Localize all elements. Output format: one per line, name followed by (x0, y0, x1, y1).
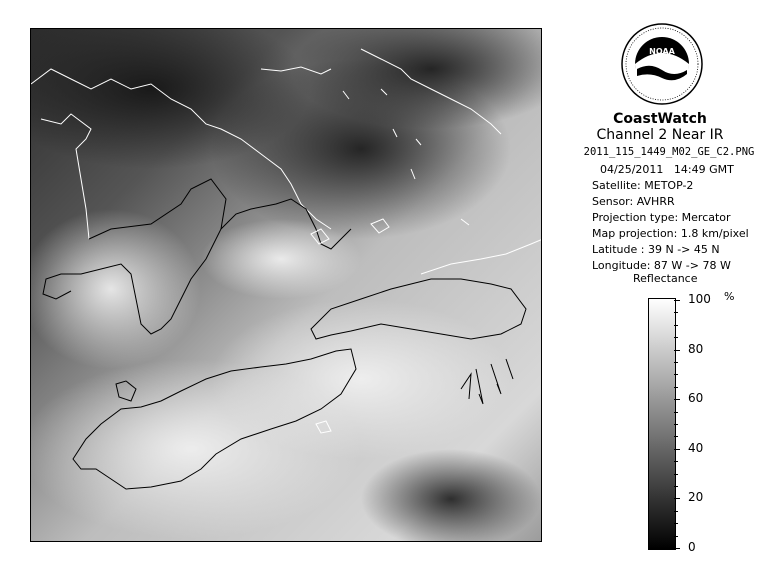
colorbar-tick-label: 0 (688, 540, 696, 554)
colorbar (648, 298, 676, 550)
colorbar-tick (674, 436, 678, 437)
brand-title: CoastWatch (613, 111, 707, 127)
colorbar-tick (674, 300, 680, 301)
colorbar-tick (674, 498, 680, 499)
colorbar-tick (674, 536, 678, 537)
time: 14:49 GMT (673, 163, 734, 176)
bright-cloud-region (211, 299, 511, 459)
satellite-image (30, 28, 542, 542)
colorbar-tick-label: 100 (688, 292, 711, 306)
legend-panel (560, 0, 782, 572)
date-time (600, 163, 734, 176)
colorbar-tick (674, 337, 678, 338)
sensor: Sensor: AVHRR (592, 195, 675, 208)
colorbar-tick (674, 424, 678, 425)
colorbar-tick (674, 523, 678, 524)
colorbar-tick (674, 486, 678, 487)
colorbar-tick (674, 362, 678, 363)
colorbar-tick (674, 461, 678, 462)
colorbar-tick-label: 80 (688, 341, 704, 356)
colorbar-tick (674, 548, 680, 549)
colorbar-tick-label: 60 (688, 391, 704, 406)
longitude: Longitude: 87 W -> 78 W (592, 259, 731, 272)
colorbar-tick (674, 325, 678, 326)
latitude: Latitude : 39 N -> 45 N (592, 243, 720, 256)
projection-type: Projection type: Mercator (592, 211, 731, 224)
colorbar-tick (674, 312, 678, 313)
colorbar-tick-label: 40 (688, 440, 704, 455)
colorbar-tick (674, 387, 678, 388)
colorbar-tick-label: 20 (688, 490, 704, 505)
colorbar-title: Reflectance (633, 272, 698, 285)
colorbar-tick (674, 412, 678, 413)
date: 04/25/2011 (600, 163, 664, 176)
filename: 2011_115_1449_M02_GE_C2.PNG (583, 146, 755, 158)
logo-text: NOAA (649, 47, 675, 56)
bright-cloud-region (201, 219, 361, 299)
colorbar-tick (674, 350, 680, 351)
map-projection: Map projection: 1.8 km/pixel (592, 227, 749, 240)
colorbar-tick (674, 474, 678, 475)
colorbar-unit: % (724, 290, 735, 303)
colorbar-tick (674, 399, 680, 400)
noaa-logo (620, 22, 704, 106)
satellite: Satellite: METOP-2 (592, 179, 694, 192)
colorbar-tick (674, 511, 678, 512)
colorbar-tick (674, 374, 678, 375)
colorbar-tick (674, 449, 680, 450)
channel-label: Channel 2 Near IR (596, 127, 724, 143)
satellite-map-svg (31, 29, 542, 542)
